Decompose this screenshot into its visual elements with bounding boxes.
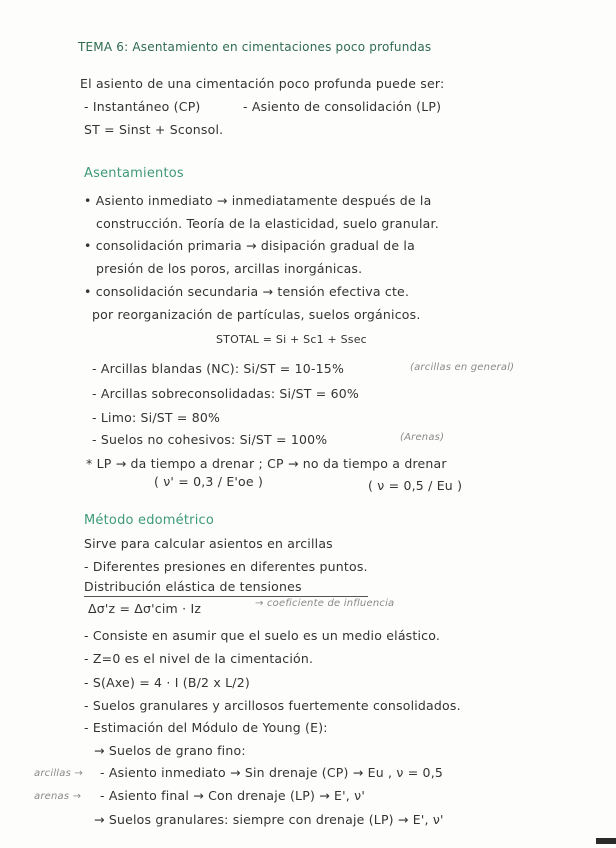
granular-drained: → Suelos granulares: siempre con drenaje (LP) → E', ν'	[94, 812, 444, 827]
stress-increment-equation: Δσ'z = Δσ'cim · Iz	[88, 601, 202, 616]
elastic-assumption: - Consiste en asumir que el suelo es un medio elástico.	[84, 628, 441, 643]
foundation-level: - Z=0 es el nivel de la cimentación.	[84, 651, 314, 666]
intro-consolidation: - Asiento de consolidación (LP)	[243, 99, 442, 114]
final-drained: - Asiento final → Con drenaje (LP) → E', ν'	[100, 788, 365, 803]
drainage-lp-params: ( ν' = 0,3 / E'oe )	[154, 474, 264, 489]
bullet-primary-1: • consolidación primaria → disipación gradual de la	[84, 238, 415, 253]
bullet-primary-2: presión de los poros, arcillas inorgánicas.	[96, 261, 363, 276]
influence-coefficient-note: → coeficiente de influencia	[255, 598, 395, 609]
bullet-secondary-2: por reorganización de partículas, suelos orgánicos.	[92, 307, 421, 322]
drainage-note-line-1: * LP → da tiempo a drenar ; CP → no da tiempo a drenar	[86, 456, 447, 471]
bullet-immediate-1: • Asiento inmediato → inmediatamente después de la	[84, 193, 432, 208]
ratio-silt: - Limo: Si/ST = 80%	[92, 410, 221, 425]
intro-instant: - Instantáneo (CP)	[84, 99, 201, 114]
margin-note-sands: arenas →	[34, 791, 82, 802]
elastic-distribution-heading: Distribución elástica de tensiones	[84, 579, 302, 594]
page-title: TEMA 6: Asentamiento en cimentaciones poco profundas	[78, 40, 432, 54]
intro-line-1: El asiento de una cimentación poco profunda puede ser:	[80, 76, 445, 91]
bullet-immediate-2: construcción. Teoría de la elasticidad, suelo granular.	[96, 216, 439, 231]
immediate-undrained: - Asiento inmediato → Sin drenaje (CP) → Eu , ν = 0,5	[100, 765, 444, 780]
intro-formula: ST = Sinst + Sconsol.	[84, 122, 224, 137]
axis-settlement-formula: - S(Axe) = 4 · I (B/2 x L/2)	[84, 675, 250, 690]
edometric-pressures: - Diferentes presiones en diferentes puntos.	[84, 559, 368, 574]
fine-grained-soils: → Suelos de grano fino:	[94, 743, 246, 758]
granular-soils-line: - Suelos granulares y arcillosos fuertemente consolidados.	[84, 698, 461, 713]
section-heading-edometric: Método edométrico	[84, 513, 215, 528]
edometric-purpose: Sirve para calcular asientos en arcillas	[84, 536, 333, 551]
bullet-secondary-1: • consolidación secundaria → tensión efectiva cte.	[84, 284, 410, 299]
ratio-oc-clay: - Arcillas sobreconsolidadas: Si/ST = 60%	[92, 386, 360, 401]
section-heading-asentamientos: Asentamientos	[84, 166, 184, 181]
drainage-cp-params: ( ν = 0,5 / Eu )	[368, 478, 463, 493]
page-edge-mark	[596, 838, 616, 844]
ratio-soft-clay: - Arcillas blandas (NC): Si/ST = 10-15%	[92, 361, 345, 376]
ratio-cohesionless: - Suelos no cohesivos: Si/ST = 100%	[92, 432, 328, 447]
young-modulus-estimation: - Estimación del Módulo de Young (E):	[84, 720, 328, 735]
margin-note-clays: arcillas →	[34, 768, 83, 779]
total-settlement-formula: STOTAL = Si + Sc1 + Ssec	[216, 333, 367, 346]
ratio-cohesionless-note: (Arenas)	[400, 432, 445, 443]
ratio-soft-clay-note: (arcillas en general)	[410, 362, 515, 373]
heading-underline	[84, 596, 368, 597]
